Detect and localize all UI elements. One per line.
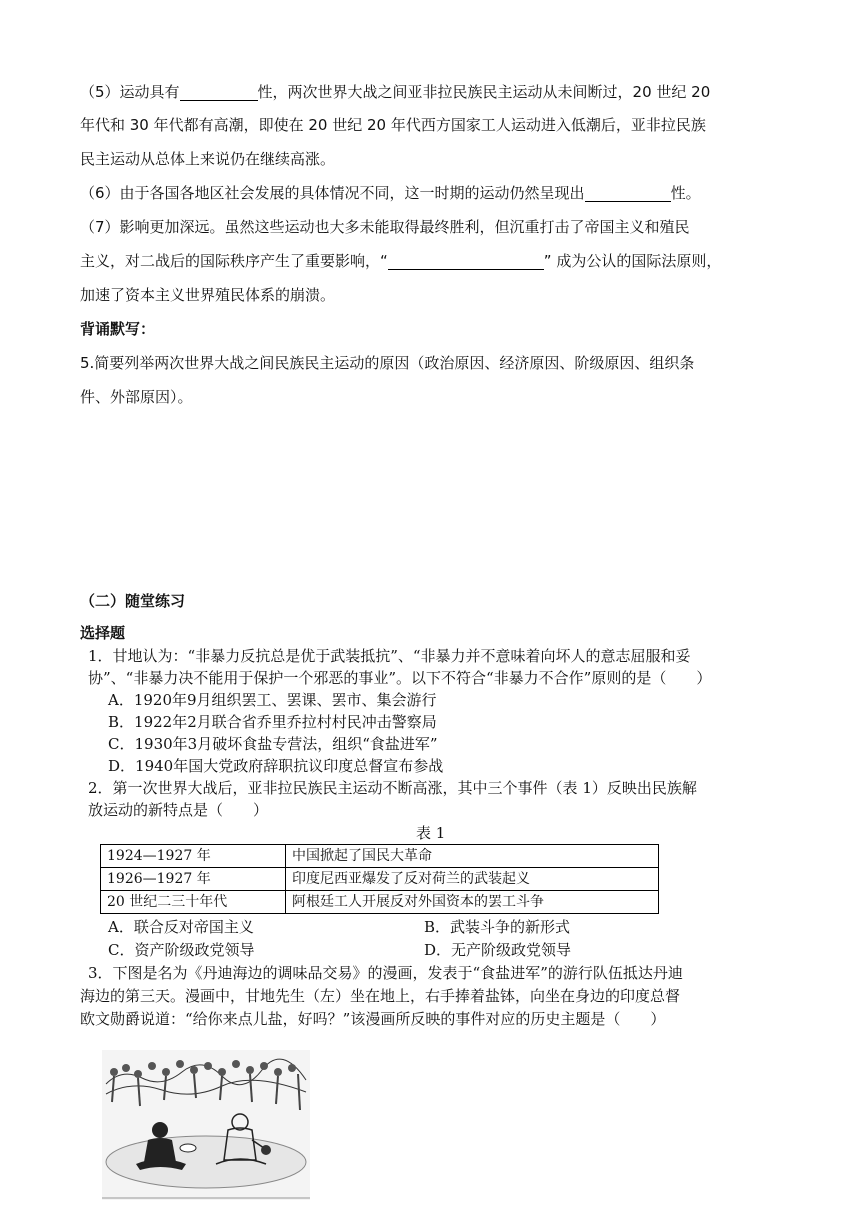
q2-option-a[interactable]: A．联合反对帝国主义 <box>108 918 254 936</box>
table-cell: 1924—1927 年 <box>101 845 286 868</box>
table-cell: 阿根廷工人开展反对外国资本的罢工斗争 <box>286 891 659 914</box>
question-5-line-2: 件、外部原因）。 <box>80 388 193 406</box>
point-5-line-2: 年代和 30 年代都有高潮，即使在 20 世纪 20 年代西方国家工人运动进入低潮后，亚非拉民族 <box>80 116 706 134</box>
question-5-line-1: 5.简要列举两次世界大战之间民族民主运动的原因（政治原因、经济原因、阶级原因、组织条 <box>80 354 695 372</box>
q1-option-b[interactable]: B．1922年2月联合省乔里乔拉村村民冲击警察局 <box>108 713 437 731</box>
table-caption: 表 1 <box>416 824 446 842</box>
table-cell: 印度尼西亚爆发了反对荷兰的武装起义 <box>286 868 659 891</box>
table-cell: 20 世纪二三十年代 <box>101 891 286 914</box>
point-7-line-1: （7）影响更加深远。虽然这些运动也大多未能取得最终胜利，但沉重打击了帝国主义和殖民 <box>80 218 690 236</box>
q1-option-d[interactable]: D．1940年国大党政府辞职抗议印度总督宣布参战 <box>108 757 444 775</box>
point-6-line <box>80 176 701 210</box>
point-7-line-2 <box>80 244 721 278</box>
point-5-line-1 <box>80 75 710 109</box>
point-7-text-a: 主义，对二战后的国际秩序产生了重要影响，“ <box>80 252 388 270</box>
q2-option-c[interactable]: C．资产阶级政党领导 <box>108 941 255 959</box>
table-cell: 中国掀起了国民大革命 <box>286 845 659 868</box>
point-5-text-b: 性，两次世界大战之间亚非拉民族民主运动从未间断过，20 世纪 20 <box>257 83 711 101</box>
table-cell: 1926—1927 年 <box>101 868 286 891</box>
events-table <box>100 844 659 914</box>
q3-line-1: 3．下图是名为《丹迪海边的调味品交易》的漫画，发表于“食盐进军”的游行队伍抵达丹迪 <box>88 964 683 982</box>
q3-line-3: 欧文勋爵说道：“给你来点儿盐，好吗？”该漫画所反映的事件对应的历史主题是（ ） <box>80 1010 666 1028</box>
q2-option-d[interactable]: D．无产阶级政党领导 <box>424 941 572 959</box>
q1-option-c[interactable]: C．1930年3月破坏食盐专营法，组织“食盐进军” <box>108 735 438 753</box>
fill-blank-1[interactable] <box>180 82 258 101</box>
q2-line-2: 放运动的新特点是（ ） <box>88 801 269 819</box>
point-6-text-b: 性。 <box>670 184 701 202</box>
point-5-line-3: 民主运动从总体上来说仍在继续高涨。 <box>80 150 336 168</box>
q2-option-b[interactable]: B．武装斗争的新形式 <box>424 918 571 936</box>
choice-subheading: 选择题 <box>80 624 126 642</box>
point-7-text-b: ” 成为公认的国际法原则， <box>543 252 722 270</box>
table-row <box>101 891 659 914</box>
q1-line-1: 1．甘地认为：“非暴力反抗总是优于武装抵抗”、“非暴力并不意味着向坏人的意志屈服和妥 <box>88 647 691 665</box>
point-7-line-3: 加速了资本主义世界殖民体系的崩溃。 <box>80 286 336 304</box>
recite-heading: 背诵默写： <box>80 320 156 338</box>
q1-line-2: 协”、“非暴力决不能用于保护一个邪恶的事业”。以下不符合“非暴力不合作”原则的是（ ） <box>88 669 712 687</box>
table-row <box>101 845 659 868</box>
point-5-text-a: （5）运动具有 <box>80 83 180 101</box>
fill-blank-3[interactable] <box>388 251 544 270</box>
point-6-text-a: （6）由于各国各地区社会发展的具体情况不同，这一时期的运动仍然呈现出 <box>80 184 585 202</box>
salt-march-cartoon-image <box>102 1050 310 1200</box>
fill-blank-2[interactable] <box>585 183 671 202</box>
q3-line-2: 海边的第三天。漫画中，甘地先生（左）坐在地上，右手捧着盐钵，向坐在身边的印度总督 <box>80 987 681 1005</box>
q2-line-1: 2．第一次世界大战后，亚非拉民族民主运动不断高涨，其中三个事件（表 1）反映出民族解 <box>88 779 697 797</box>
q1-option-a[interactable]: A．1920年9月组织罢工、罢课、罢市、集会游行 <box>108 691 437 709</box>
table-row <box>101 868 659 891</box>
practice-heading: （二）随堂练习 <box>80 592 186 610</box>
